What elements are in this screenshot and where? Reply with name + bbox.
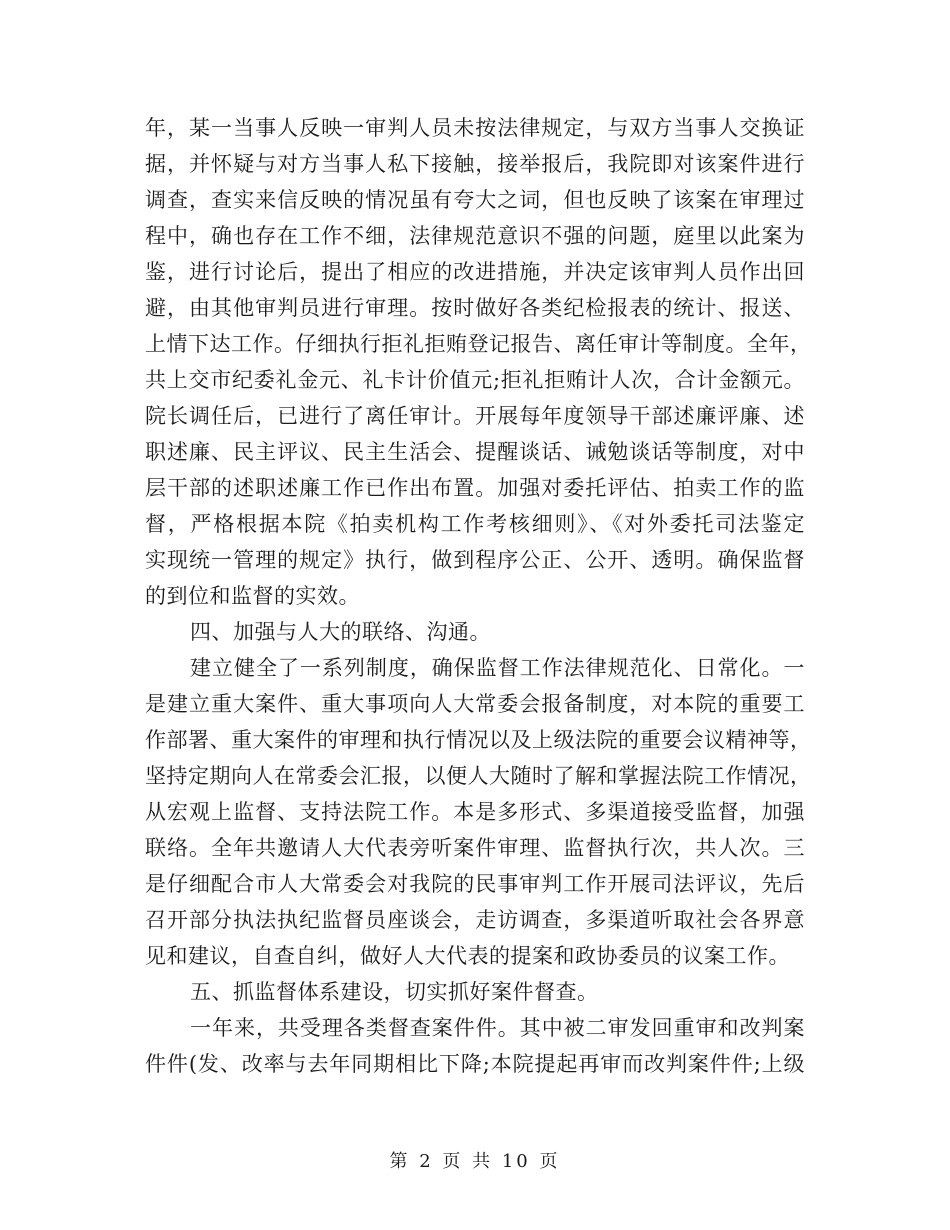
text-line: 实现统一管理的规定》执行，做到程序公正、公开、透明。确保监督 [145, 548, 805, 572]
text-line: 坚持定期向人在常委会汇报，以便人大随时了解和掌握法院工作情况， [145, 764, 812, 788]
text-line: 联络。全年共邀请人大代表旁听案件审理、监督执行次，共人次。三 [145, 836, 805, 860]
text-line: 督，严格根据本院《拍卖机构工作考核细则》、《对外委托司法鉴定 [145, 512, 805, 536]
text-line: 一年来，共受理各类督查案件件。其中被二审发回重审和改判案 [190, 1016, 805, 1040]
text-line: 建立健全了一系列制度，确保监督工作法律规范化、日常化。一 [190, 656, 805, 680]
text-line: 上情下达工作。仔细执行拒礼拒贿登记报告、离任审计等制度。全年， [145, 332, 812, 356]
text-line: 召开部分执法执纪监督员座谈会，走访调查，多渠道听取社会各界意 [145, 908, 805, 932]
text-line: 是仔细配合市人大常委会对我院的民事审判工作开展司法评议，先后 [145, 872, 805, 896]
text-line: 层干部的述职述廉工作已作出布置。加强对委托评估、拍卖工作的监 [145, 476, 805, 500]
page-number: 第 2 页 共 10 页 [389, 1151, 561, 1172]
section-heading: 五、抓监督体系建设，切实抓好案件督查。 [190, 980, 599, 1004]
text-line: 件件(发、改率与去年同期相比下降;本院提起再审而改判案件件;上级 [145, 1052, 805, 1076]
text-line: 从宏观上监督、支持法院工作。本是多形式、多渠道接受监督，加强 [145, 800, 805, 824]
text-line: 院长调任后，已进行了离任审计。开展每年度领导干部述廉评廉、述 [145, 404, 805, 428]
text-line: 避，由其他审判员进行审理。按时做好各类纪检报表的统计、报送、 [145, 296, 805, 320]
text-line: 是建立重大案件、重大事项向人大常委会报备制度，对本院的重要工 [145, 692, 805, 716]
text-line: 作部署、重大案件的审理和执行情况以及上级法院的重要会议精神等， [145, 728, 812, 752]
text-line: 鉴，进行讨论后，提出了相应的改进措施，并决定该审判人员作出回 [145, 260, 805, 284]
text-line: 职述廉、民主评议、民主生活会、提醒谈话、诫勉谈话等制度，对中 [145, 440, 805, 464]
text-line: 据，并怀疑与对方当事人私下接触，接举报后，我院即对该案件进行 [145, 152, 805, 176]
text-line: 年，某一当事人反映一审判人员未按法律规定，与双方当事人交换证 [145, 116, 805, 140]
text-line: 调查，查实来信反映的情况虽有夸大之词，但也反映了该案在审理过 [145, 188, 805, 212]
section-heading: 四、加强与人大的联络、沟通。 [190, 620, 491, 644]
text-line: 见和建议，自查自纠，做好人大代表的提案和政协委员的议案工作。 [145, 944, 790, 968]
text-line: 的到位和监督的实效。 [145, 584, 360, 608]
text-line: 程中，确也存在工作不细，法律规范意识不强的问题，庭里以此案为 [145, 224, 805, 248]
text-line: 共上交市纪委礼金元、礼卡计价值元;拒礼拒贿计人次，合计金额元。 [145, 368, 805, 392]
